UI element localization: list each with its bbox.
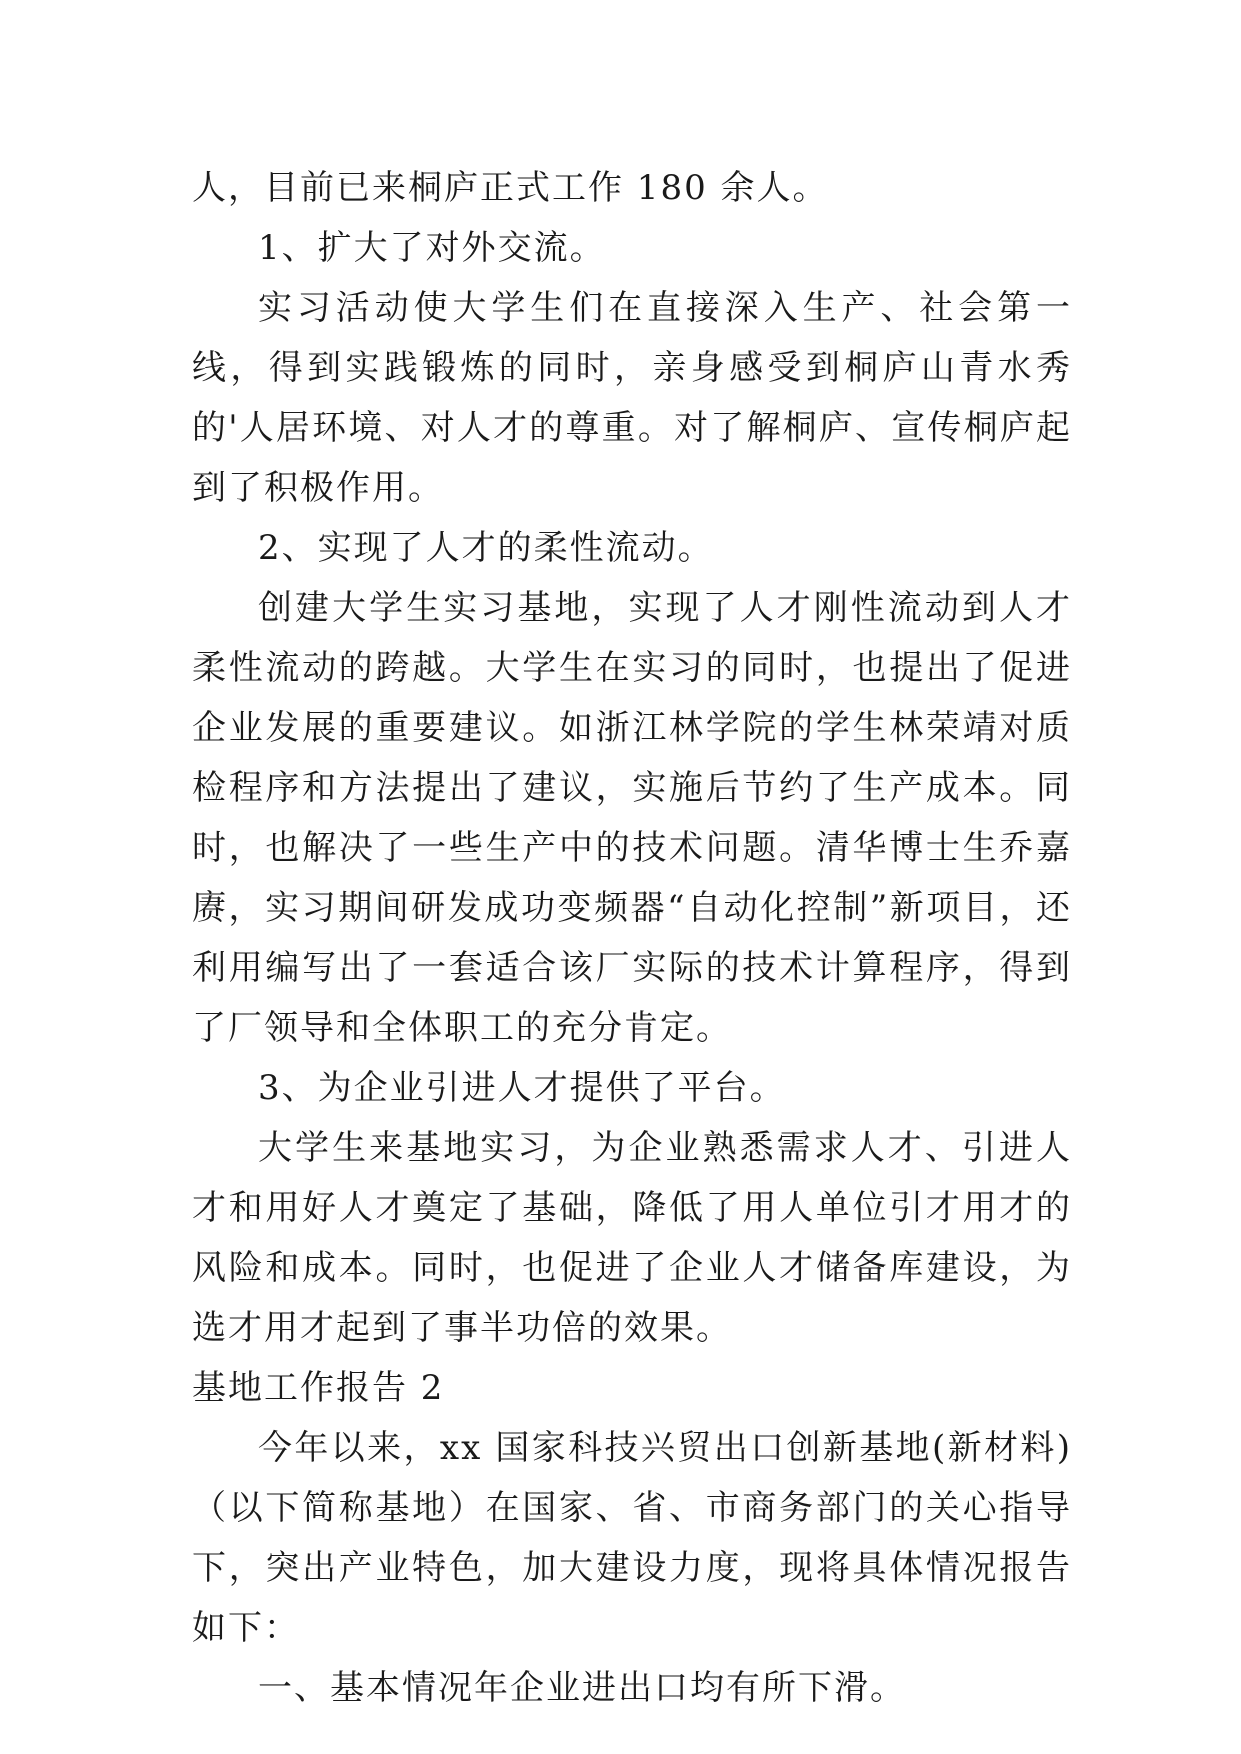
document-body	[192, 158, 1072, 1718]
paragraph: 实习活动使大学生们在直接深入生产、社会第一线，得到实践锻炼的同时，亲身感受到桐庐山青水秀的'人居环境、对人才的尊重。对了解桐庐、宣传桐庐起到了积极作用。	[192, 288, 1072, 508]
paragraph-continuation: 人，目前已来桐庐正式工作 180 余人。	[192, 168, 829, 208]
section-heading-2: 2、实现了人才的柔性流动。	[258, 528, 714, 568]
section-heading-1: 1、扩大了对外交流。	[258, 228, 606, 268]
paragraph: 大学生来基地实习，为企业熟悉需求人才、引进人才和用好人才奠定了基础，降低了用人单位引才用才的风险和成本。同时，也促进了企业人才储备库建设，为选才用才起到了事半功倍的效果。	[192, 1128, 1072, 1348]
section-heading-3: 3、为企业引进人才提供了平台。	[258, 1068, 786, 1108]
section-heading-basic-info: 一、基本情况年企业进出口均有所下滑。	[258, 1668, 906, 1708]
paragraph: 今年以来，xx 国家科技兴贸出口创新基地(新材料)（以下简称基地）在国家、省、市商务部门的关心指导下，突出产业特色，加大建设力度，现将具体情况报告如下：	[192, 1428, 1072, 1648]
paragraph: 创建大学生实习基地，实现了人才刚性流动到人才柔性流动的跨越。大学生在实习的同时，也提出了促进企业发展的重要建议。如浙江林学院的学生林荣靖对质检程序和方法提出了建议，实施后节约了生产成本。同时，也解决了一些生产中的技术问题。清华博士生乔嘉赓，实习期间研发成功变频器“自动化控制”新项目，还利用编写出了一套适合该厂实际的技术计算程序，得到了厂领导和全体职工的充分肯定。	[192, 588, 1072, 1048]
report-title: 基地工作报告 2	[192, 1368, 445, 1408]
